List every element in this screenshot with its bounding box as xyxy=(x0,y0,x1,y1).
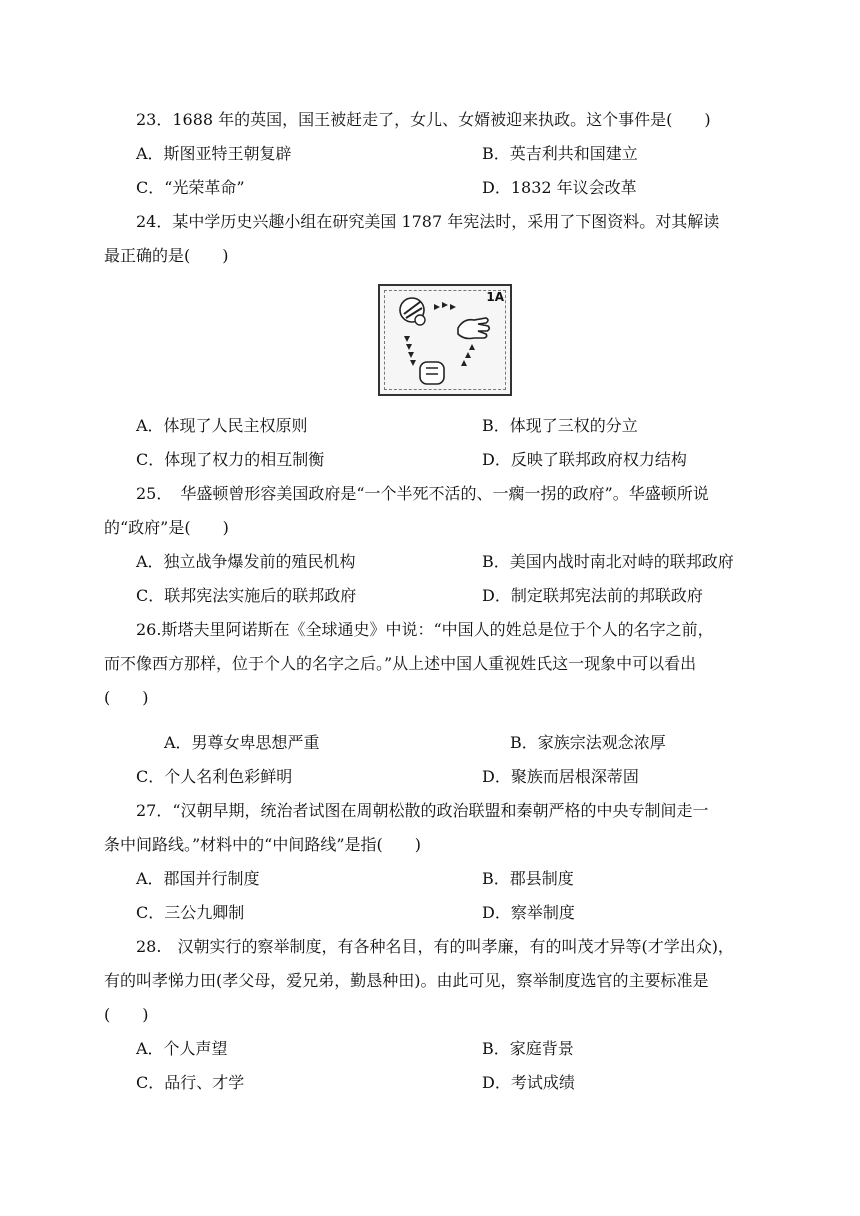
q24-option-d: D．反映了联邦政府权力结构 xyxy=(482,450,687,469)
rock-hand-icon xyxy=(420,362,444,384)
paper-hand-icon xyxy=(458,318,489,339)
q26-stem-line-3: ( ) xyxy=(104,688,149,707)
q28-stem-line-3: ( ) xyxy=(104,1005,149,1024)
q24-option-b: B．体现了三权的分立 xyxy=(482,416,638,435)
q28-stem-line-1: 28. 汉朝实行的察举制度，有各种名目，有的叫孝廉，有的叫茂才异等(才学出众)， xyxy=(136,937,734,956)
q26-option-c: C．个人名利色彩鲜明 xyxy=(136,767,293,786)
q28-option-c: C．品行、才学 xyxy=(136,1073,245,1092)
q23-option-a: A．斯图亚特王朝复辟 xyxy=(136,144,292,163)
q26-option-b: B．家族宗法观念浓厚 xyxy=(510,733,666,752)
q23-option-d: D．1832 年议会改革 xyxy=(482,178,637,197)
q27-stem-line-1: 27．“汉朝早期，统治者试图在周朝松散的政治联盟和秦朝严格的中央专制间走一 xyxy=(136,801,709,820)
hands-cycle-illustration xyxy=(380,286,510,394)
q27-option-b: B．郡县制度 xyxy=(482,869,574,888)
q25-stem-line-2: 的“政府”是( ) xyxy=(104,518,229,537)
q27-option-a: A．郡国并行制度 xyxy=(136,869,260,888)
q23-option-c: C．“光荣革命” xyxy=(136,178,245,197)
q23-stem-line-1: 23．1688 年的英国，国王被赶走了，女儿、女婿被迎来执政。这个事件是( ) xyxy=(136,110,711,129)
q25-option-b: B．美国内战时南北对峙的联邦政府 xyxy=(482,552,734,571)
scissors-hand-icon xyxy=(400,298,425,325)
q24-option-a: A．体现了人民主权原则 xyxy=(136,416,308,435)
q26-option-a: A．男尊女卑思想严重 xyxy=(164,733,320,752)
q28-stem-line-2: 有的叫孝悌力田(孝父母，爱兄弟，勤恳种田)。由此可见，察举制度选官的主要标准是 xyxy=(104,971,709,990)
q24-stem-line-2: 最正确的是( ) xyxy=(104,246,229,265)
q26-stem-line-1: 26.斯塔夫里阿诺斯在《全球通史》中说：“中国人的姓总是位于个人的名字之前， xyxy=(136,620,714,639)
q25-option-a: A．独立战争爆发前的殖民机构 xyxy=(136,552,356,571)
q25-stem-line-1: 25． 华盛顿曾形容美国政府是“一个半死不活的、一瘸一拐的政府”。华盛顿所说 xyxy=(136,484,709,503)
q25-option-c: C．联邦宪法实施后的联邦政府 xyxy=(136,586,357,605)
q26-option-d: D．聚族而居根深蒂固 xyxy=(482,767,639,786)
q23-option-b: B．英吉利共和国建立 xyxy=(482,144,638,163)
q24-option-c: C．体现了权力的相互制衡 xyxy=(136,450,325,469)
q28-option-a: A．个人声望 xyxy=(136,1039,228,1058)
q27-option-d: D．察举制度 xyxy=(482,903,575,922)
constitution-figure xyxy=(378,284,512,396)
q24-stem-line-1: 24．某中学历史兴趣小组在研究美国 1787 年宪法时，采用了下图资料。对其解读 xyxy=(136,212,720,231)
figure-label: 1A xyxy=(486,290,504,304)
q27-stem-line-2: 条中间路线。”材料中的“中间路线”是指( ) xyxy=(104,835,422,854)
q27-option-c: C．三公九卿制 xyxy=(136,903,245,922)
q26-stem-line-2: 而不像西方那样，位于个人的名字之后。”从上述中国人重视姓氏这一现象中可以看出 xyxy=(104,654,697,673)
q28-option-b: B．家庭背景 xyxy=(482,1039,574,1058)
q25-option-d: D．制定联邦宪法前的邦联政府 xyxy=(482,586,703,605)
q28-option-d: D．考试成绩 xyxy=(482,1073,575,1092)
